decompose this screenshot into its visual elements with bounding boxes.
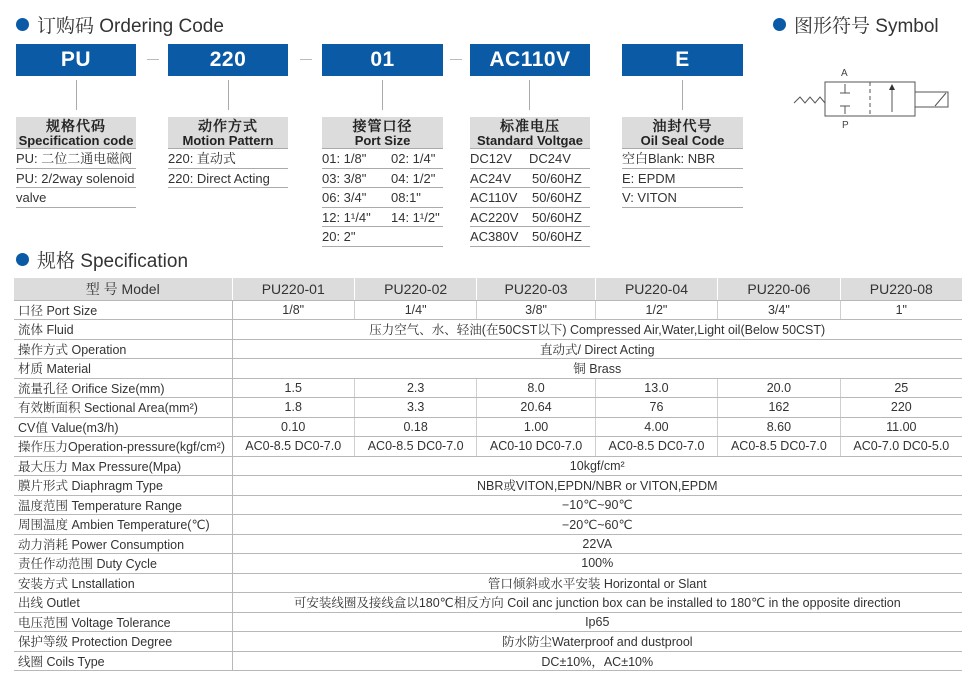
table-row — [14, 593, 962, 613]
row-label: CV值 Value(m3/h) — [14, 417, 232, 437]
oil-seal-header: 油封代号 Oil Seal Code — [622, 117, 743, 149]
row-label: 动力消耗 Power Consumption — [14, 534, 232, 554]
voltage-row: AC220V 50/60HZ — [470, 208, 590, 228]
cell: 22VA — [232, 534, 962, 554]
table-row — [14, 554, 962, 574]
specification-title: 规格 Specification — [16, 246, 188, 273]
cell: 可安装线圈及接线盒以180℃相反方向 Coil anc junction box can be installed to 180℃ in the opposite direction — [232, 593, 962, 613]
row-label: 操作压力Operation-pressure(kgf/cm²) — [14, 437, 232, 457]
connector-line — [228, 80, 229, 110]
voltage-row: AC380V 50/60HZ — [470, 227, 590, 247]
header-model: PU220-04 — [595, 278, 717, 300]
header-model: PU220-06 — [718, 278, 840, 300]
connector-line — [682, 80, 683, 110]
connector-line — [529, 80, 530, 110]
cell: −10℃~90℃ — [232, 495, 962, 515]
motion-header: 动作方式 Motion Pattern — [168, 117, 288, 149]
cell: 1.00 — [477, 417, 595, 437]
code-box-voltage: AC110V — [470, 44, 590, 76]
row-label: 电压范围 Voltage Tolerance — [14, 612, 232, 632]
code-box-port: 01 — [322, 44, 443, 76]
svg-text:A: A — [841, 68, 848, 79]
oil-seal-row: 空白Blank: NBR — [622, 149, 743, 169]
table-row — [14, 359, 962, 379]
table-row — [14, 476, 962, 496]
cell: 3/4" — [718, 300, 840, 320]
code-box-seal: E — [622, 44, 743, 76]
header-model: PU220-02 — [354, 278, 476, 300]
cell: 100% — [232, 554, 962, 574]
cell: 76 — [595, 398, 717, 418]
voltage-header: 标准电压 Standard Voltgae — [470, 117, 590, 149]
header-model: PU220-01 — [232, 278, 354, 300]
table-row — [14, 632, 962, 652]
oil-seal-row: V: VITON — [622, 188, 743, 208]
table-row — [14, 417, 962, 437]
ordering-code-title: 订购码 Ordering Code — [16, 11, 224, 38]
voltage-row: DC12V DC24V — [470, 149, 590, 169]
bullet-icon — [773, 18, 786, 31]
cell: Ip65 — [232, 612, 962, 632]
oil-seal-block — [622, 117, 743, 208]
cell: 220 — [840, 398, 962, 418]
row-label: 操作方式 Operation — [14, 339, 232, 359]
cell: 162 — [718, 398, 840, 418]
spec-code-block — [16, 117, 136, 208]
port-size-row: 12: 1¹/4" 14: 1¹/2" — [322, 208, 443, 228]
motion-block — [168, 117, 288, 188]
table-row — [14, 651, 962, 671]
cell: 1/2" — [595, 300, 717, 320]
spec-code-row: PU: 2/2way solenoid — [16, 169, 136, 189]
cell: 10kgf/cm² — [232, 456, 962, 476]
spec-code-header: 规格代码 Specification code — [16, 117, 136, 149]
cell: 1.5 — [232, 378, 354, 398]
row-label: 周围温度 Ambien Temperature(℃) — [14, 515, 232, 535]
cell: 1" — [840, 300, 962, 320]
table-row — [14, 534, 962, 554]
table-row — [14, 320, 962, 340]
port-size-row: 03: 3/8" 04: 1/2" — [322, 169, 443, 189]
voltage-row: AC24V 50/60HZ — [470, 169, 590, 189]
cell: NBR或VITON,EPDN/NBR or VITON,EPDM — [232, 476, 962, 496]
row-label: 保护等级 Protection Degree — [14, 632, 232, 652]
cell: AC0-8.5 DC0-7.0 — [718, 437, 840, 457]
cell: 1/4" — [354, 300, 476, 320]
cell: AC0-7.0 DC0-5.0 — [840, 437, 962, 457]
row-label: 线圈 Coils Type — [14, 651, 232, 671]
oil-seal-row: E: EPDM — [622, 169, 743, 189]
svg-text:P: P — [842, 120, 849, 131]
table-row — [14, 378, 962, 398]
row-label: 有效断面积 Sectional Area(mm²) — [14, 398, 232, 418]
table-row — [14, 437, 962, 457]
code-box-spec: PU — [16, 44, 136, 76]
header-model: PU220-08 — [840, 278, 962, 300]
code-separator — [147, 59, 159, 60]
row-label: 最大压力 Max Pressure(Mpa) — [14, 456, 232, 476]
symbol-title: 图形符号 Symbol — [773, 11, 939, 38]
code-box-motion: 220 — [168, 44, 288, 76]
port-size-row: 20: 2" — [322, 227, 443, 247]
motion-row: 220: Direct Acting — [168, 169, 288, 189]
cell: 8.60 — [718, 417, 840, 437]
cell: AC0-8.5 DC0-7.0 — [354, 437, 476, 457]
code-separator — [300, 59, 312, 60]
cell: 1.8 — [232, 398, 354, 418]
cell: 1/8" — [232, 300, 354, 320]
cell: 铜 Brass — [232, 359, 962, 379]
cell: 20.64 — [477, 398, 595, 418]
bullet-icon — [16, 253, 29, 266]
solenoid-valve-symbol-icon — [790, 62, 960, 137]
cell: 3/8" — [477, 300, 595, 320]
voltage-row: AC110V 50/60HZ — [470, 188, 590, 208]
row-label: 流体 Fluid — [14, 320, 232, 340]
cell: 8.0 — [477, 378, 595, 398]
port-size-row: 01: 1/8" 02: 1/4" — [322, 149, 443, 169]
cell: AC0-8.5 DC0-7.0 — [595, 437, 717, 457]
table-row — [14, 456, 962, 476]
row-label: 材质 Material — [14, 359, 232, 379]
table-row — [14, 300, 962, 320]
header-model-label: 型 号 Model — [14, 278, 232, 300]
cell: 防水防尘Waterproof and dustprool — [232, 632, 962, 652]
port-size-block — [322, 117, 443, 247]
cell: AC0-10 DC0-7.0 — [477, 437, 595, 457]
specification-table — [14, 278, 962, 671]
spec-code-row: PU: 二位二通电磁阀 — [16, 149, 136, 169]
voltage-block — [470, 117, 590, 247]
cell: 4.00 — [595, 417, 717, 437]
table-row — [14, 495, 962, 515]
row-label: 膜片形式 Diaphragm Type — [14, 476, 232, 496]
cell: 20.0 — [718, 378, 840, 398]
cell: 25 — [840, 378, 962, 398]
motion-row: 220: 直动式 — [168, 149, 288, 169]
cell: 压力空气、水、轻油(在50CST以下) Compressed Air,Water,Light oil(Below 50CST) — [232, 320, 962, 340]
table-header-row — [14, 278, 962, 300]
port-size-row: 06: 3/4" 08:1" — [322, 188, 443, 208]
row-label: 口径 Port Size — [14, 300, 232, 320]
spec-code-row: valve — [16, 188, 136, 208]
row-label: 责任作动范围 Duty Cycle — [14, 554, 232, 574]
row-label: 温度范围 Temperature Range — [14, 495, 232, 515]
cell: 3.3 — [354, 398, 476, 418]
cell: AC0-8.5 DC0-7.0 — [232, 437, 354, 457]
table-row — [14, 398, 962, 418]
connector-line — [76, 80, 77, 110]
row-label: 安装方式 Lnstallation — [14, 573, 232, 593]
cell: 13.0 — [595, 378, 717, 398]
cell: 0.10 — [232, 417, 354, 437]
cell: 2.3 — [354, 378, 476, 398]
row-label: 出线 Outlet — [14, 593, 232, 613]
connector-line — [382, 80, 383, 110]
cell: DC±10%，AC±10% — [232, 651, 962, 671]
cell: 管口倾斜或水平安装 Horizontal or Slant — [232, 573, 962, 593]
cell: 0.18 — [354, 417, 476, 437]
row-label: 流量孔径 Orifice Size(mm) — [14, 378, 232, 398]
table-row — [14, 612, 962, 632]
table-row — [14, 515, 962, 535]
cell: −20℃~60℃ — [232, 515, 962, 535]
table-row — [14, 573, 962, 593]
table-row — [14, 339, 962, 359]
code-separator — [450, 59, 462, 60]
cell: 直动式/ Direct Acting — [232, 339, 962, 359]
port-size-header: 接管口径 Port Size — [322, 117, 443, 149]
header-model: PU220-03 — [477, 278, 595, 300]
bullet-icon — [16, 18, 29, 31]
cell: 11.00 — [840, 417, 962, 437]
